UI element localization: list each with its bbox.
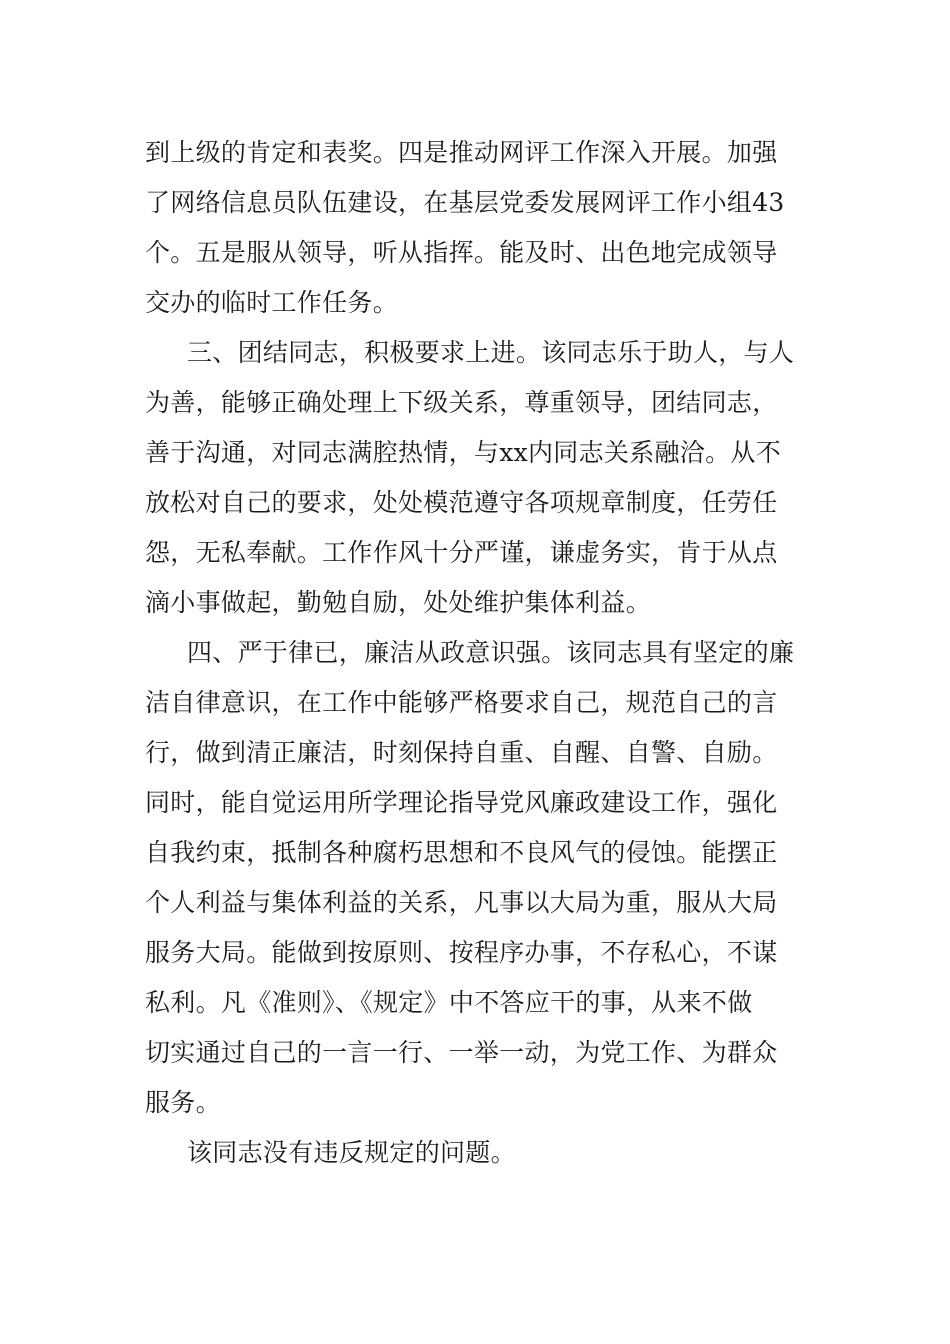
text-line: 同时，能自觉运用所学理论指导党风廉政建设工作，强化 bbox=[145, 788, 778, 817]
text-line: 善于沟通，对同志满腔热情，与xx内同志关系融洽。从不 bbox=[145, 438, 782, 467]
text-line: 洁自律意识，在工作中能够严格要求自己，规范自己的言 bbox=[145, 688, 778, 717]
text-line: 自我约束，抵制各种腐朽思想和不良风气的侵蚀。能摆正 bbox=[145, 838, 778, 867]
text-line: 服务。 bbox=[145, 1088, 221, 1117]
text-line: 怨，无私奉献。工作作风十分严谨，谦虚务实，肯于从点 bbox=[145, 538, 778, 567]
text-line: 滴小事做起，勤勉自励，处处维护集体利益。 bbox=[145, 588, 652, 617]
text-line: 了网络信息员队伍建设，在基层党委发展网评工作小组43 bbox=[145, 188, 785, 217]
text-line: 交办的临时工作任务。 bbox=[145, 288, 399, 317]
text-line: 服务大局。能做到按原则、按程序办事，不存私心，不谋 bbox=[145, 938, 778, 967]
paragraph-start: 三、团结同志，积极要求上进。该同志乐于助人，与人 bbox=[187, 338, 795, 367]
text-line: 个。五是服从领导，听从指挥。能及时、出色地完成领导 bbox=[145, 238, 778, 267]
document-body bbox=[145, 128, 810, 1178]
text-line: 个人利益与集体利益的关系，凡事以大局为重，服从大局 bbox=[145, 888, 778, 917]
paragraph-start: 四、严于律已，廉洁从政意识强。该同志具有坚定的廉 bbox=[187, 638, 795, 667]
text-line: 放松对自己的要求，处处模范遵守各项规章制度，任劳任 bbox=[145, 488, 778, 517]
text-line: 为善，能够正确处理上下级关系，尊重领导，团结同志， bbox=[145, 388, 778, 417]
text-line: 切实通过自己的一言一行、一举一动，为党工作、为群众 bbox=[145, 1038, 778, 1067]
text-line: 到上级的肯定和表奖。四是推动网评工作深入开展。加强 bbox=[145, 138, 778, 167]
paragraph-start: 该同志没有违反规定的问题。 bbox=[187, 1138, 516, 1167]
text-line: 私利。凡《准则》、《规定》中不答应干的事，从来不做 bbox=[145, 988, 753, 1017]
text-line: 行，做到清正廉洁，时刻保持自重、自醒、自警、自励。 bbox=[145, 738, 778, 767]
